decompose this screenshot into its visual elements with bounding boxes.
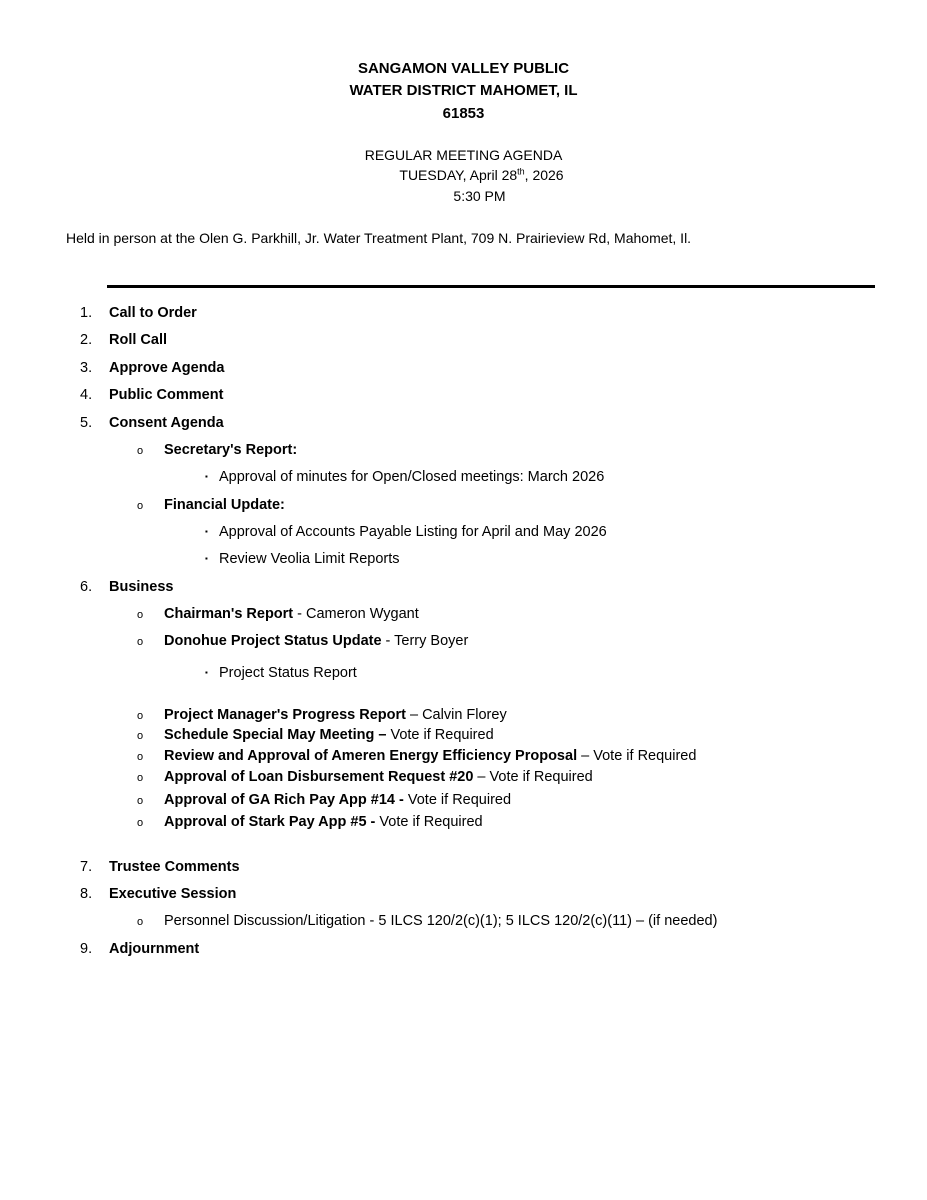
special-meeting: Schedule Special May Meeting – Vote if Required [164,727,494,743]
circle-bullet-icon: o [137,710,144,722]
circle-bullet-icon: o [137,772,144,784]
stark-pay-app: Approval of Stark Pay App #5 - Vote if Required [164,814,483,830]
meeting-date: TUESDAY, April 28th, 2026 [399,166,564,183]
circle-bullet-icon: o [137,795,144,807]
meeting-type: REGULAR MEETING AGENDA [364,147,563,163]
ga-rich-pay-app: Approval of GA Rich Pay App #14 - Vote if Required [164,792,512,808]
donohue-status-update: Donohue Project Status Update - Terry Boyer [164,633,469,649]
divider-rule [107,285,875,288]
agenda-item-executive-session: Executive Session [109,886,237,902]
agenda-item-trustee-comments: Trustee Comments [109,859,240,875]
square-bullet-icon: ▪ [205,668,208,677]
circle-bullet-icon: o [137,730,144,742]
item-number: 7. [80,859,93,875]
pm-progress-report: Project Manager's Progress Report – Calvin Florey [164,707,507,723]
item-number: 9. [80,941,93,957]
minutes-approval: Approval of minutes for Open/Closed meetings: March 2026 [219,469,605,485]
agenda-item-adjournment: Adjournment [109,941,200,957]
square-bullet-icon: ▪ [205,554,208,563]
meeting-time: 5:30 PM [453,188,506,204]
item-number: 3. [80,360,93,376]
district-zip: 61853 [442,105,485,122]
square-bullet-icon: ▪ [205,527,208,536]
district-name-line2: WATER DISTRICT MAHOMET, IL [349,82,578,99]
item-number: 4. [80,387,93,403]
item-number: 6. [80,579,93,595]
item-number: 1. [80,305,93,321]
square-bullet-icon: ▪ [205,472,208,481]
ameren-proposal: Review and Approval of Ameren Energy Efficiency Proposal – Vote if Required [164,748,697,764]
circle-bullet-icon: o [137,500,144,512]
chairman-report: Chairman's Report - Cameron Wygant [164,606,419,622]
agenda-item-roll-call: Roll Call [109,332,168,348]
secretary-report-title: Secretary's Report: [164,442,298,458]
circle-bullet-icon: o [137,916,144,928]
circle-bullet-icon: o [137,817,144,829]
item-number: 5. [80,415,93,431]
agenda-item-consent-agenda: Consent Agenda [109,415,224,431]
agenda-item-public-comment: Public Comment [109,387,224,403]
meeting-location: Held in person at the Olen G. Parkhill, Jr. Water Treatment Plant, 709 N. Prairieview Rd, Mahomet, Il. [66,230,692,246]
item-number: 8. [80,886,93,902]
item-number: 2. [80,332,93,348]
agenda-item-business: Business [109,579,174,595]
district-name-line1: SANGAMON VALLEY PUBLIC [357,60,570,77]
circle-bullet-icon: o [137,751,144,763]
project-status-report: Project Status Report [219,665,357,681]
circle-bullet-icon: o [137,609,144,621]
circle-bullet-icon: o [137,445,144,457]
agenda-item-approve-agenda: Approve Agenda [109,360,225,376]
agenda-item-call-to-order: Call to Order [109,305,197,321]
loan-disbursement: Approval of Loan Disbursement Request #20 – Vote if Required [164,769,593,785]
accounts-payable-approval: Approval of Accounts Payable Listing for April and May 2026 [219,524,607,540]
financial-update-title: Financial Update: [164,497,285,513]
veolia-review: Review Veolia Limit Reports [219,551,400,567]
personnel-discussion: Personnel Discussion/Litigation - 5 ILCS 120/2(c)(1); 5 ILCS 120/2(c)(11) – (if needed) [164,913,718,929]
circle-bullet-icon: o [137,636,144,648]
